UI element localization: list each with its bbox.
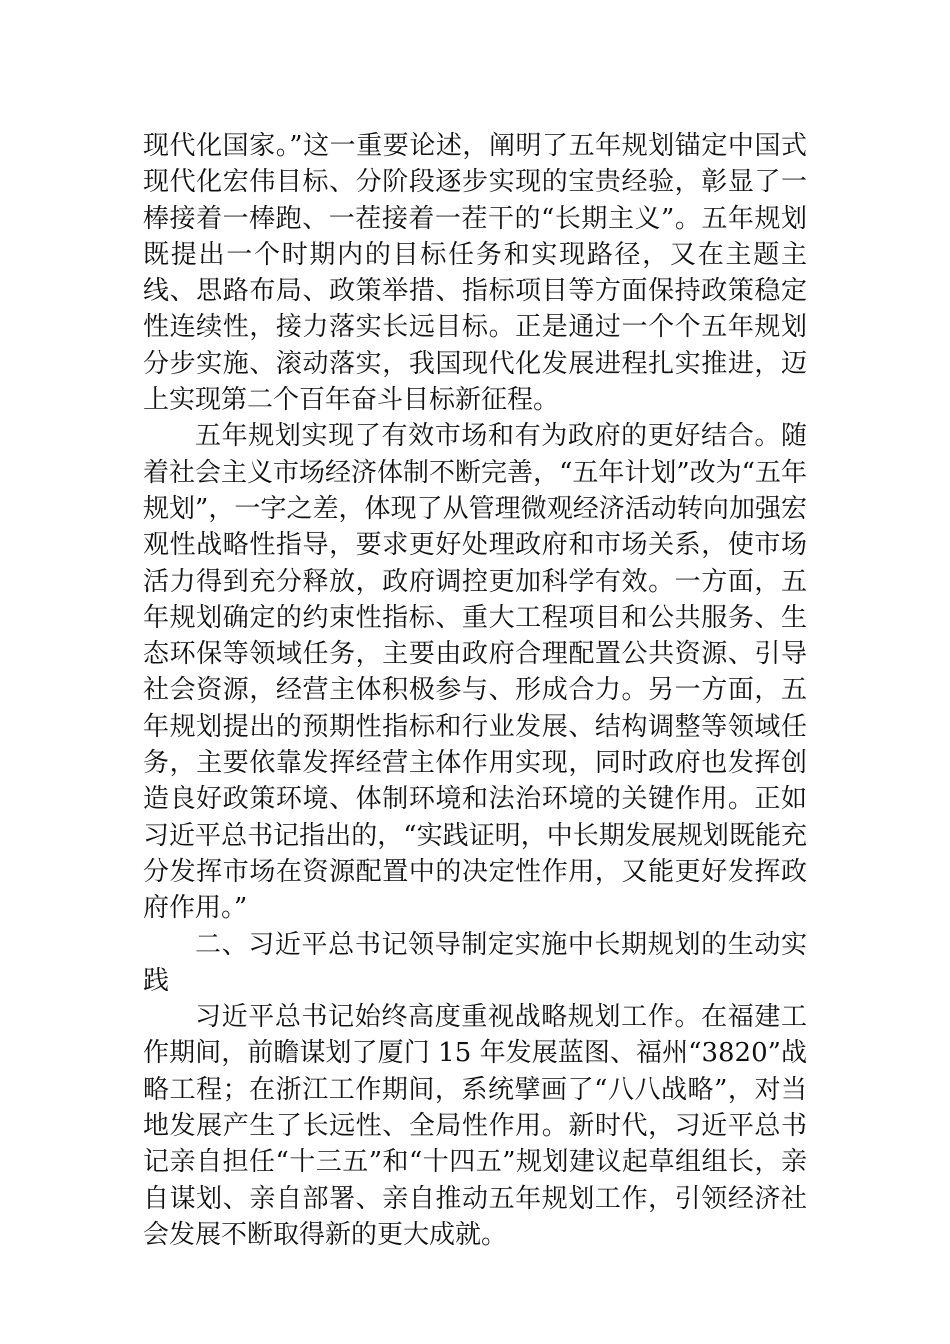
- document-body: [143, 128, 807, 1253]
- section-heading: 二、习近平总书记领导制定实施中长期规划的生动实践: [143, 929, 807, 996]
- paragraph-strategic-planning: 习近平总书记始终高度重视战略规划工作。在福建工作期间，前瞻谋划了厦门 15 年发展蓝图、福州“3820”战略工程；在浙江工作期间，系统擘画了“八八战略”，对当地发展产生了长远性、全局性作用。新时代，习近平总书记亲自担任“十三五”和“十四五”规划建议起草组组长，亲自谋划、亲自部署、亲自推动五年规划工作，引领经济社会发展不断取得新的更大成就。: [143, 1002, 807, 1250]
- paragraph-continuation: 现代化国家。”这一重要论述，阐明了五年规划锚定中国式现代化宏伟目标、分阶段逐步实现的宝贵经验，彰显了一棒接着一棒跑、一茬接着一茬干的“长期主义”。五年规划既提出一个时期内的目标任务和实现路径，又在主题主线、思路布局、政策举措、指标项目等方面保持政策稳定性连续性，接力落实长远目标。正是通过一个个五年规划分步实施、滚动落实，我国现代化发展进程扎实推进，迈上实现第二个百年奋斗目标新征程。: [143, 131, 807, 416]
- paragraph-market-government: 五年规划实现了有效市场和有为政府的更好结合。随着社会主义市场经济体制不断完善，“五年计划”改为“五年规划”，一字之差，体现了从管理微观经济活动转向加强宏观性战略性指导，要求更好处理政府和市场关系，使市场活力得到充分释放，政府调控更加科学有效。一方面，五年规划确定的约束性指标、重大工程项目和公共服务、生态环保等领域任务，主要由政府合理配置公共资源、引导社会资源，经营主体积极参与、形成合力。另一方面，五年规划提出的预期性指标和行业发展、结构调整等领域任务，主要依靠发挥经营主体作用实现，同时政府也发挥创造良好政策环境、体制环境和法治环境的关键作用。正如习近平总书记指出的，“实践证明，中长期发展规划既能充分发挥市场在资源配置中的决定性作用，又能更好发挥政府作用。”: [143, 421, 807, 924]
